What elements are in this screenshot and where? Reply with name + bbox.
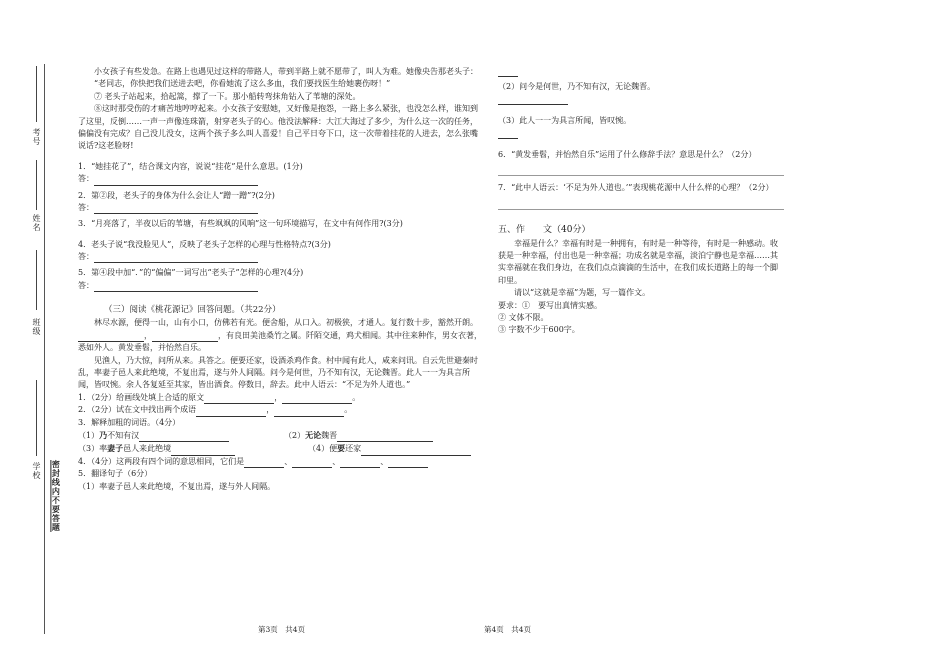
answer-line-4[interactable] [94,253,258,263]
question-3-4: 4．（4分）这两段有四个词的意思相同，它们是 、 、 、 [78,456,484,468]
answer-row: 答： [78,251,484,263]
right-column [498,66,784,337]
question-5: 5．第④段中加“．”的“偏偏”一词写出“老头子”怎样的心理?(4分) [78,268,304,278]
question-3-3: 3．解释加粗的词语。（4分） [78,417,181,427]
essay-intro: 幸福是什么？幸福有时是一种拥有，有时是一种等待，有时是一种感动。收获是一种幸福，付出也是一种幸福；功成名就是幸福，淡泊宁静也是幸福……其实幸福就在我们身边，在我们点点滴滴的生活中，在我们成长道路上的每一个脚印里。 [498,238,778,285]
section-3-title: （三）阅读《桃花源记》回答问题。（共22分） [104,305,281,316]
school-blank[interactable] [36,380,37,456]
question-3-1: 1．（2分）给画线处填上合适的原文 ， 。 [78,392,484,404]
fill-blank-1[interactable] [78,332,144,342]
q3-2-blank-a[interactable] [196,407,266,417]
passage-paragraph: “老同志，你快把我们送进去吧，你看她流了这么多血，我们要找医生给她裹伤呀！” [94,79,391,89]
passage-paragraph: ⑦ 老头子站起来，拾起篙，撑了一下。那小船转弯抹角钻入了苇塘的深处。 [94,91,361,101]
answer-line-t2[interactable] [498,94,568,105]
translate-3: （3）此人一一为具言所闻，皆叹惋。 [498,116,632,126]
word-item: （2）无论魏晋 [284,429,433,442]
answer-line-t3[interactable] [498,128,518,139]
name-blank[interactable] [36,160,37,210]
school-label: 学校 [32,462,41,480]
name-label: 姓名 [32,214,41,232]
answer-line-2[interactable] [94,204,258,214]
q3-1-blank-b[interactable] [282,394,352,404]
left-column [78,66,484,493]
passage-paragraph: 小女孩子有些发急。在路上也遇见过这样的带路人，带到半路上就不愿带了，叫人为难。她像央告那老头子： [94,67,478,76]
exam-number-blank[interactable] [36,66,37,122]
answer-row: 答： [78,173,484,185]
answer-row: 答： [78,202,484,214]
answer-line-q7[interactable] [498,197,784,210]
translate-2: （2）问今是何世，乃不知有汉，无论魏晋。 [498,82,656,92]
word-item: （1）乃不知有汉 [78,429,284,442]
peach-paragraph-1: 林尽水源，便得一山，山有小口，仿佛若有光。便舍船，从口入。初极狭，才通人。复行数十步，豁然开朗。， ，有良田美池桑竹之属。阡陌交通，鸡犬相闻。其中往来种作，男女衣著，悉如外人。黄发垂髫，并怡然自乐。 [78,318,482,353]
essay-requirement-2: ② 文体不限。 [498,313,549,323]
section-5-title: 五、作 文（40分） [498,224,591,235]
question-2: 2．第②段，老头子的身体为什么会让人“蹭一蹭”?(2分) [78,190,275,200]
answer-row: 答： [78,280,484,292]
essay-requirement-1: 要求：① 要写出真情实感。 [498,300,602,310]
word-item: （3）率妻子邑人来此绝境 [78,442,284,455]
question-3: 3．“月亮落了，半夜以后的苇塘，有些飒飒的风响”这一句环境描写，在文中有何作用?(3分) [78,219,403,229]
q3-2-blank-b[interactable] [274,407,344,417]
essay-requirement-3: ③ 字数不少于600字。 [498,325,580,335]
question-6: 6．“黄发垂髫，并怡然自乐”运用了什么修辞手法？意思是什么？（2分） [498,149,757,159]
question-1: 1．“她挂花了”，结合课文内容，说说“挂花”是什么意思。(1分) [78,161,303,171]
binding-margin [0,0,75,671]
q3-1-blank-a[interactable] [204,394,274,404]
page-number-right: 第4页 共4页 [484,625,532,634]
word-item: （4）便要还家 [308,442,471,455]
fill-blank-2[interactable] [152,332,218,342]
answer-line-5[interactable] [94,282,258,292]
question-3-5: 5．翻译句子（6分） [78,469,153,479]
class-blank[interactable] [36,250,37,310]
peach-paragraph-2: 见渔人，乃大惊，问所从来。具答之。便要还家，设酒杀鸡作食。村中闻有此人，咸来问讯。自云先世避秦时乱，率妻子邑人来此绝境，不复出焉，遂与外人间隔。问今是何世，乃不知有汉，无论魏晋。此人一一为具言所闻，皆叹惋。余人各复延至其家，皆出酒食。停数日，辞去。此中人语云：“不足为外人道也。” [78,355,478,390]
answer-line-q6[interactable] [498,163,784,176]
word-row [78,442,484,455]
class-label: 班级 [32,318,41,336]
seal-notice: 密封线内不要答题 [51,460,62,532]
question-7: 7．“此中人语云：‘不足为外人道也。’”表现桃花源中人什么样的心理？（2分） [498,183,774,193]
passage-paragraph: ⑧这时那受伤的才痛苦地哼哼起来。小女孩子安慰她，又好像是抱怨，一路上多么紧张，也没怎么样，谁知到了这里，反倒……一声一声像连珠箭，射穿老头子的心。他没法解释：大江大海过了多少，为什么这一次的任务，偏偏没有完成？自己没儿没女，这两个孩子多么叫人喜爱！自己平日夸下口，这一次带着挂花的人进去，怎么张嘴说话?这老脸呀! [78,104,478,151]
answer-line-1[interactable] [94,176,258,186]
answer-line-t1[interactable] [498,66,518,77]
exam-number-label: 考号 [32,128,41,146]
binding-line [44,64,45,634]
question-3-2: 2．（2分）试在文中找出两个成语 ， 。 [78,404,484,416]
question-3-5-1: （1）率妻子邑人来此绝境，不复出焉，遂与外人间隔。 [78,481,276,491]
page-number-left: 第3页 共4页 [258,625,306,634]
essay-prompt: 请以“这就是幸福”为题，写一篇作文。 [514,288,651,298]
question-4: 4．老头子说“我没脸见人”，反映了老头子怎样的心理与性格特点?(3分) [78,239,331,249]
word-row [78,429,484,442]
